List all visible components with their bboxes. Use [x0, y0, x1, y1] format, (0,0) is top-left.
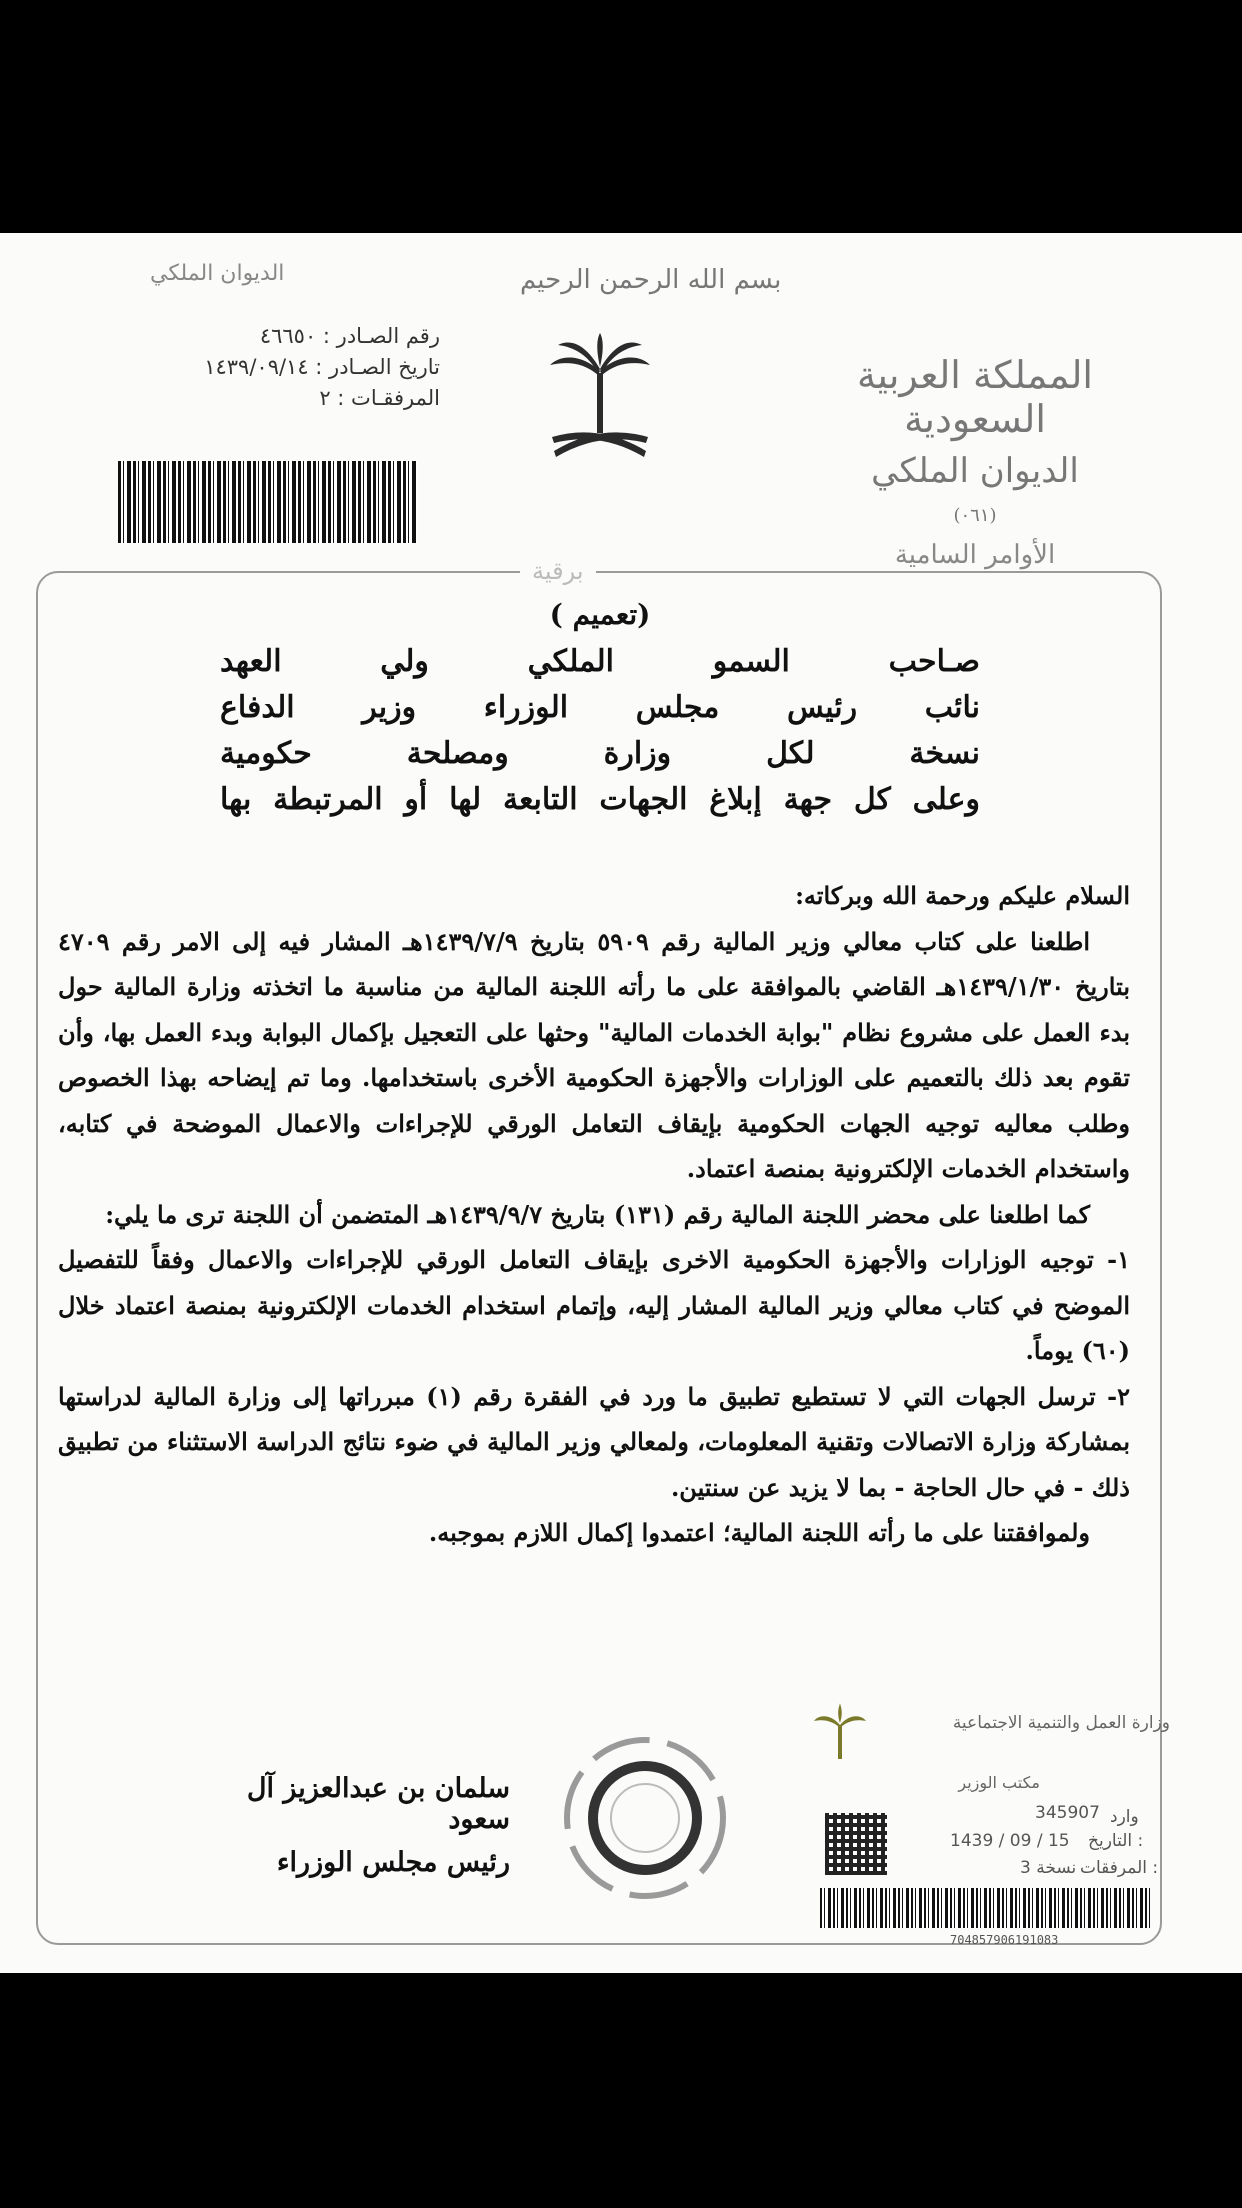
- incoming-number: 345907: [1035, 1803, 1100, 1823]
- incoming-label: وارد: [1110, 1807, 1139, 1827]
- attachments-row: [140, 383, 440, 414]
- barcode-number: 704857906191083: [950, 1933, 1059, 1947]
- ministry-name: وزارة العمل والتنمية الاجتماعية: [952, 1713, 1170, 1733]
- stamp-date-label: التاريخ :: [1088, 1831, 1144, 1851]
- basmala: بسم الله الرحمن الرحيم: [520, 265, 782, 295]
- reference-block: [140, 321, 440, 414]
- ref-date-row: [140, 352, 440, 383]
- court-code: (٠٦١): [953, 505, 997, 526]
- diwan-top-label: الديوان الملكي: [150, 261, 285, 286]
- letter-body: [58, 873, 1130, 1556]
- royal-orders-label: الأوامر السامية: [894, 540, 1056, 570]
- signature-block: [180, 1773, 510, 1878]
- stamp-attachments-label: المرفقات :: [1080, 1858, 1159, 1878]
- signatory-name: سلمان بن عبدالعزيز آل سعود: [246, 1773, 510, 1835]
- saudi-emblem-icon: [540, 333, 660, 463]
- document-sheet: [0, 233, 1242, 1973]
- item-2: ٢- ترسل الجهات التي لا تستطيع تطبيق ما ورد في الفقرة رقم (١) مبرراتها إلى وزارة المالية لدراستها بمشاركة وزارة الاتصالات وتقنية المعلومات، ولمعالي وزير المالية في ضوء نتائج الدراسة الاستثناء من تطبيق ذلك - في حال الحاجة - بما لا يزيد عن سنتين.: [58, 1381, 1131, 1502]
- minister-office: مكتب الوزير: [958, 1773, 1040, 1792]
- ref-number-label: رقم الصـادر :: [322, 324, 440, 348]
- kingdom-letterhead: [820, 353, 1130, 570]
- ref-number-row: [140, 321, 440, 352]
- addressee-line-1: صـاحب السمو الملكي ولي العهد: [220, 644, 980, 679]
- kingdom-name: المملكة العربية السعودية: [857, 353, 1093, 441]
- addressee-line-3: نسخة لكل وزارة ومصلحة حكومية: [220, 736, 980, 771]
- stamp-date: 1439 / 09 / 15: [950, 1831, 1070, 1851]
- addressee-line-2: نائب رئيس مجلس الوزراء وزير الدفاع: [220, 690, 980, 725]
- royal-court-name: الديوان الملكي: [871, 451, 1079, 491]
- ref-date: ١٤٣٩/٠٩/١٤: [204, 355, 309, 379]
- addressee-line-4: وعلى كل جهة إبلاغ الجهات التابعة لها أو المرتبطة بها: [220, 782, 980, 817]
- document-type: (تعميم ): [549, 598, 651, 631]
- qr-code: [825, 1813, 887, 1875]
- paragraph-1: اطلعنا على كتاب معالي وزير المالية رقم ٥٩٠٩ بتاريخ ١٤٣٩/٧/٩هـ المشار فيه إلى الامر رقم ٤٧٠٩ بتاريخ ١٤٣٩/١/٣٠هـ القاضي بالموافقة على ما رأته اللجنة المالية من مناسبة ما اتخذته وزارة المالية حول بدء العمل على مشروع نظام "بوابة الخدمات المالية" وحثها على التعجيل بإكمال البوابة وبدء العمل بها، وأن تقوم بعد ذلك بالتعميم على الوزارات والأجهزة الحكومية الأخرى باستخدامها. وما تم إيضاحه بهذا الخصوص وطلب معاليه توجيه الجهات الحكومية بإيقاف التعامل الورقي للإجراءات والاعمال الموضحة في كتابه، واستخدام الخدمات الإلكترونية بمنصة اعتماد.: [58, 926, 1131, 1183]
- ref-date-label: تاريخ الصـادر :: [315, 355, 440, 379]
- ref-number: ٤٦٦٥٠: [259, 324, 317, 348]
- bottom-barcode: [820, 1888, 1150, 1928]
- addressee-block: [220, 598, 980, 823]
- attachments-label: المرفقـات :: [337, 386, 440, 410]
- closing: ولموافقتنا على ما رأته اللجنة المالية؛ اعتمدوا إكمال اللازم بموجبه.: [428, 1518, 1090, 1547]
- item-1: ١- توجيه الوزارات والأجهزة الحكومية الاخرى بإيقاف التعامل الورقي للإجراءات والاعمال وفقاً للتفصيل الموضح في كتاب معالي وزير المالية المشار إليه، وإتمام استخدام الخدمات الإلكترونية بمنصة اعتماد خلال (٦٠) يوماً.: [58, 1245, 1130, 1365]
- greeting: السلام عليكم ورحمة الله وبركاته:: [795, 881, 1130, 910]
- palm-emblem-icon: [810, 1703, 870, 1763]
- paragraph-2: كما اطلعنا على محضر اللجنة المالية رقم (١٣١) بتاريخ ١٤٣٩/٩/٧هـ المتضمن أن اللجنة ترى ما يلي:: [105, 1199, 1090, 1229]
- frame-label: برقية: [520, 557, 596, 585]
- attachments-count: ٢: [319, 386, 331, 410]
- signatory-title: رئيس مجلس الوزراء: [276, 1847, 510, 1878]
- top-barcode: [118, 461, 418, 543]
- seal-icon: [560, 1733, 730, 1903]
- stamp-attachments: 3 نسخة: [1020, 1858, 1077, 1878]
